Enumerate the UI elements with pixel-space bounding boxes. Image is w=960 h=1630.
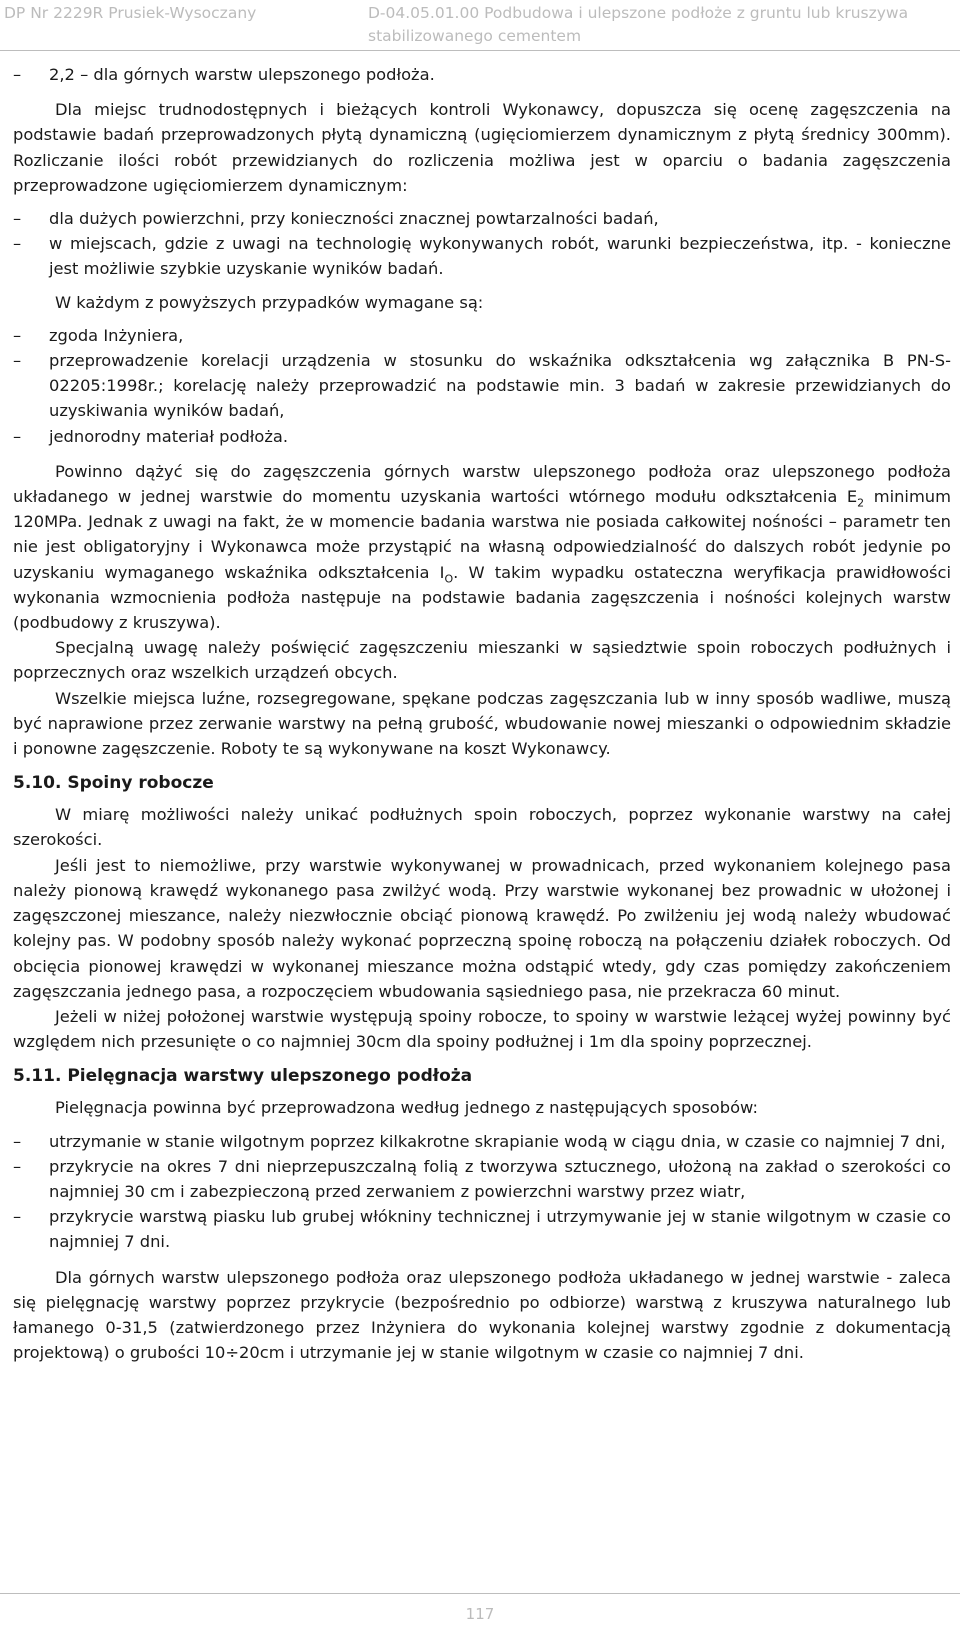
page-header	[0, 0, 960, 51]
paragraph-dynamic-plate: Dla miejsc trudnodostępnych i bieżących kontroli Wykonawcy, dopuszcza się ocenę zagęszczenia na podstawie badań przeprowadzonych płytą dynamiczną (ugięciomierzem dynamicznym z płytą średnicy 300mm). Rozliczanie ilości robót przewidzianych do rozliczenia możliwa jest w oparciu o badania zagęszczenia przeprowadzone ugięciomierzem dynamicznym:	[13, 100, 951, 195]
paragraph-curing-closing: Dla górnych warstw ulepszonego podłoża oraz ulepszonego podłoża układanego w jednej warstwie - zaleca się pielęgnację warstwy poprzez przykrycie (bezpośrednio po odbiorze) warstwą z kruszywa naturalnego lub łamanego 0-31,5 (zatwierdzonego przez Inżyniera do wykonania kolejnej warstwy zgodnie z dokumentacją projektową) o grubości 10÷20cm i utrzymanie jej w stanie wilgotnym w czasie co najmniej 7 dni.	[13, 1267, 951, 1363]
dash-bullet: –	[13, 65, 22, 84]
list-item-text: utrzymanie w stanie wilgotnym poprzez kilkakrotne skrapianie wodą w ciągu dnia, w czasie co najmniej 7 dni,	[49, 1131, 946, 1151]
list-item-text: zgoda Inżyniera,	[49, 325, 184, 345]
list-item	[13, 323, 951, 348]
list-item-text: 2,2 – dla górnych warstw ulepszonego podłoża.	[49, 65, 435, 84]
list-item-text: w miejscach, gdzie z uwagi na technologię wykonywanych robót, warunki bezpieczeństwa, itp. - konieczne jest możliwie szybkie uzyskanie wyników badań.	[49, 234, 951, 279]
requirements-list	[13, 323, 951, 449]
paragraph-joint-attention: Specjalną uwagę należy poświęcić zagęszczeniu mieszanki w sąsiedztwie spoin roboczych podłużnych i poprzecznych oraz wszelkich urządzeń obcych.	[13, 638, 951, 683]
text-segment: Powinno dążyć się do zagęszczenia górnych warstw ulepszonego podłoża oraz ulepszonego podłoża układanego w jednej warstwie do momentu uzyskania wartości wtórnego modułu odkształcenia E	[13, 461, 951, 507]
paragraph-requirements-intro: W każdym z powyższych przypadków wymagane są:	[55, 292, 484, 312]
list-item	[13, 1129, 951, 1154]
list-item-text: jednorodny materiał podłoża.	[49, 426, 289, 446]
paragraph-joints-avoid: W miarę możliwości należy unikać podłużnych spoin roboczych, poprzez wykonanie warstwy na całej szerokości.	[13, 805, 951, 850]
list-item-text: dla dużych powierzchni, przy konieczności znacznej powtarzalności badań,	[49, 209, 659, 229]
dash-bullet: –	[13, 325, 22, 345]
document-body	[13, 62, 951, 1365]
paragraph-compaction-modulus	[13, 459, 951, 635]
paragraph-joints-offset: Jeżeli w niżej położonej warstwie występują spoiny robocze, to spoiny w warstwie leżącej wyżej powinny być względem nich przesunięte o co najmniej 30cm dla spoiny podłużnej i 1m dla spoiny poprzecznej.	[13, 1006, 951, 1052]
top-list	[13, 62, 951, 87]
list-item	[13, 1204, 951, 1254]
text-segment: minimum 120MPa. Jednak z uwagi na fakt, że w momencie badania warstwa nie posiada całkowitej nośności – parametr ten nie jest obligatoryjny i Wykonawca może przystąpić na własną odpowiedzialność do dalszych robót jedynie po uzyskaniu wymaganego wskaźnika odkształcenia I	[13, 487, 951, 582]
list-item	[13, 231, 951, 281]
list-item-text: przykrycie warstwą piasku lub grubej włókniny technicznej i utrzymywanie jej w stanie wilgotnym w czasie co najmniej 7 dni.	[49, 1207, 951, 1252]
section-heading-5-10: 5.10. Spoiny robocze	[13, 773, 214, 794]
curing-methods-list	[13, 1129, 951, 1255]
list-item	[13, 1154, 951, 1204]
page-number: 117	[465, 1605, 495, 1623]
list-item	[13, 206, 951, 231]
dash-bullet: –	[13, 351, 22, 371]
section-heading-5-11: 5.11. Pielęgnacja warstwy ulepszonego podłoża	[13, 1066, 473, 1087]
header-project-id: DP Nr 2229R Prusiek-Wysoczany	[4, 4, 257, 22]
dash-bullet: –	[13, 426, 22, 446]
paragraph-joints-procedure: Jeśli jest to niemożliwe, przy warstwie wykonywanej w prowadnicach, przed wykonaniem kolejnego pasa należy pionową krawędź wykonanego pasa zwilżyć wodą. Przy warstwie wykonanej bez prowadnic w ułożonej i zagęszczonej mieszance, należy niezwłocznie obciąć pionową krawędź. Po zwilżeniu jej wodą należy wbudować kolejny pas. W podobny sposób należy wykonać poprzeczną spoinę roboczą na połączeniu działek roboczych. Od obcięcia pionowej krawędzi w wykonanej mieszance można odstąpić wtedy, gdy czas pomiędzy zakończeniem zagęszczania jednego pasa, a rozpoczęciem wbudowania sąsiedniego pasa, nie przekracza 60 minut.	[13, 855, 951, 1001]
cases-list	[13, 206, 951, 282]
subscript: 2	[857, 496, 865, 510]
dash-bullet: –	[13, 1131, 22, 1151]
page-footer	[0, 1593, 960, 1630]
list-item-text: przykrycie na okres 7 dni nieprzepuszczalną folią z tworzywa sztucznego, ułożoną na zakład o szerokości co najmniej 30 cm i zabezpieczoną przed zerwaniem z powierzchni warstwy przez wiatr,	[49, 1156, 951, 1201]
list-item	[13, 348, 951, 424]
list-item-text: przeprowadzenie korelacji urządzenia w stosunku do wskaźnika odkształcenia wg załącznika B PN-S-02205:1998r.; korelację należy przeprowadzić na podstawie min. 3 badań w zakresie przewidzianych do uzyskiwania wyników badań,	[49, 351, 951, 421]
header-spec-title: D-04.05.01.00 Podbudowa i ulepszone podłoże z gruntu lub kruszywa stabilizowanego cementem	[368, 4, 909, 45]
paragraph-defect-repair: Wszelkie miejsca luźne, rozsegregowane, spękane podczas zagęszczania lub w inny sposób wadliwe, muszą być naprawione przez zerwanie warstwy na pełną grubość, wbudowanie nowej mieszanki o odpowiednim składzie i ponowne zagęszczenie. Roboty te są wykonywane na koszt Wykonawcy.	[13, 688, 951, 759]
list-item	[13, 424, 951, 449]
dash-bullet: –	[13, 234, 22, 254]
dash-bullet: –	[13, 1156, 22, 1176]
dash-bullet: –	[13, 1207, 22, 1227]
paragraph-curing-intro: Pielęgnacja powinna być przeprowadzona według jednego z następujących sposobów:	[55, 1098, 758, 1118]
list-item	[13, 62, 951, 87]
subscript: O	[444, 571, 454, 585]
text-segment: . W takim wypadku ostateczna weryfikacja prawidłowości wykonania wzmocnienia podłoża następuje na podstawie badania zagęszczenia i nośności kolejnych warstw (podbudowy z kruszywa).	[13, 562, 951, 633]
dash-bullet: –	[13, 209, 22, 229]
